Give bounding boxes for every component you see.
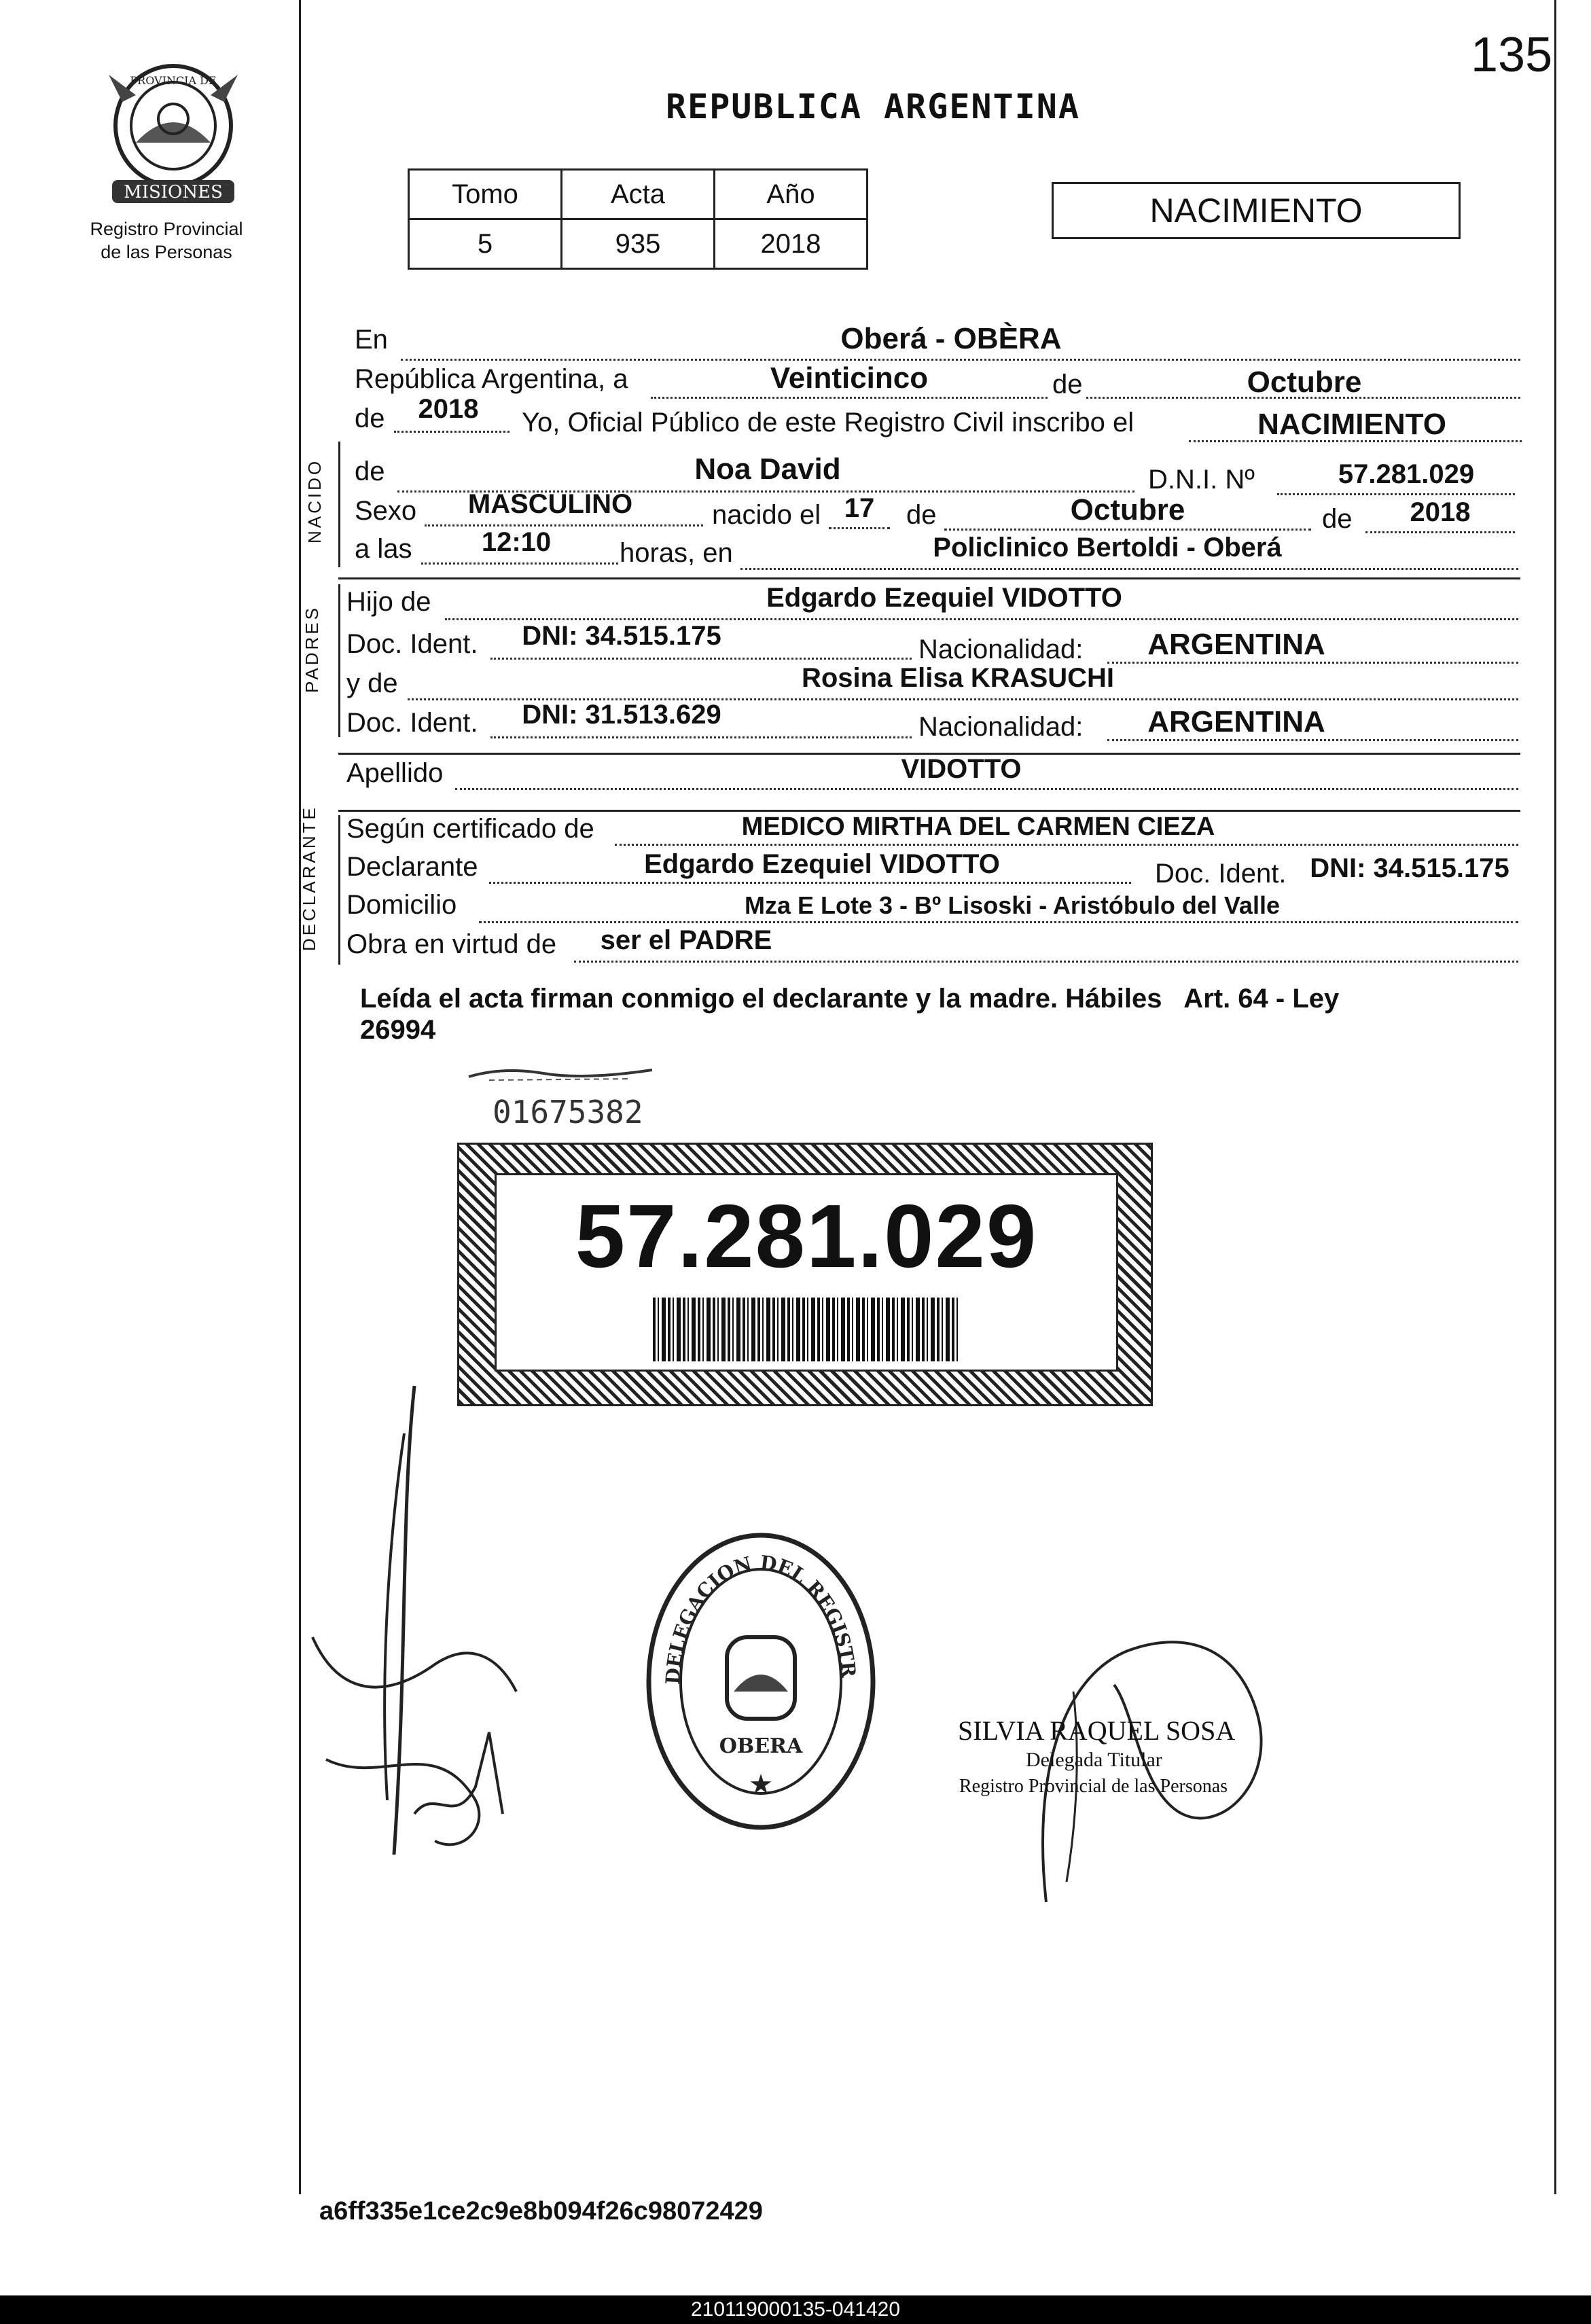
dots-dni xyxy=(1277,493,1515,495)
dots-birth-year xyxy=(1365,531,1515,533)
de-label-2: de xyxy=(355,404,385,433)
signer-title: Delegada Titular xyxy=(1026,1749,1162,1771)
svg-text:★: ★ xyxy=(749,1770,773,1800)
dots-declarante xyxy=(489,882,1131,884)
father-doc-label: Doc. Ident. xyxy=(346,629,478,659)
nacido-side-label: NACIDO xyxy=(304,458,325,543)
registry-seal xyxy=(639,1522,883,1834)
dots-father xyxy=(445,618,1518,620)
registry-name-2: de las Personas xyxy=(101,242,232,262)
dots-en xyxy=(401,359,1520,361)
dni-sticker xyxy=(457,1143,1153,1406)
nacido-el-label: nacido el xyxy=(712,500,821,530)
en-label: En xyxy=(355,325,388,355)
year: 2018 xyxy=(418,394,479,424)
certificado-label: Según certificado de xyxy=(346,814,594,844)
declarante-name: Edgardo Ezequiel VIDOTTO xyxy=(644,849,1000,879)
dots-month xyxy=(944,529,1311,531)
dots-mother-nat xyxy=(1107,739,1518,741)
en-value: Oberá - OBÈRA xyxy=(840,322,1062,355)
apellido-value: VIDOTTO xyxy=(901,754,1022,784)
mother-nat-label: Nacionalidad: xyxy=(918,712,1084,742)
seal-ring-text: DELEGACION DEL REGISTR xyxy=(661,1551,860,1685)
country-title: REPUBLICA ARGENTINA xyxy=(666,87,1080,126)
dots-sexo xyxy=(425,524,703,526)
obra-value: ser el PADRE xyxy=(600,925,772,955)
dots-place xyxy=(740,568,1518,570)
record-value-anio: 2018 xyxy=(715,219,868,269)
birth-hour: 12:10 xyxy=(481,527,552,557)
mother-doc: DNI: 31.513.629 xyxy=(522,700,721,730)
footer-bar xyxy=(0,2295,1591,2324)
mother-doc-label: Doc. Ident. xyxy=(346,708,478,738)
y-de-label: y de xyxy=(346,668,398,698)
record-header-acta: Acta xyxy=(562,170,715,219)
father-doc: DNI: 34.515.175 xyxy=(522,621,721,651)
small-scribble xyxy=(462,1060,666,1087)
dots-day xyxy=(829,527,890,529)
declarante-bar xyxy=(338,815,340,965)
domicilio-label: Domicilio xyxy=(346,890,457,920)
dots-apellido xyxy=(455,788,1518,790)
declarante-side-label: DECLARANTE xyxy=(299,805,319,951)
declarante-doc: DNI: 34.515.175 xyxy=(1310,853,1509,883)
record-table xyxy=(408,168,868,270)
dots-hour xyxy=(421,562,618,565)
apellido-divider xyxy=(338,810,1520,812)
closing-line-1: Leída el acta firman conmigo el declarante y la madre. Hábiles Art. 64 - Ley xyxy=(360,984,1340,1014)
obra-label: Obra en virtud de xyxy=(346,929,557,959)
right-margin-line xyxy=(1554,0,1556,2194)
act-type-box xyxy=(1052,182,1461,239)
de-label-4: de xyxy=(1322,504,1353,534)
dni-sticker-inner xyxy=(495,1173,1118,1372)
a-las-label: a las xyxy=(355,534,412,564)
logo-text-misiones: MISIONES xyxy=(124,182,223,202)
record-value-tomo: 5 xyxy=(409,219,562,269)
dots-domicilio xyxy=(479,921,1518,923)
dots-year xyxy=(394,431,510,433)
domicilio-value: Mza E Lote 3 - Bº Lisoski - Aristóbulo del Valle xyxy=(745,891,1280,919)
closing-line-2: 26994 xyxy=(360,1015,436,1045)
signer-name: SILVIA RAQUEL SOSA xyxy=(958,1715,1236,1746)
dots-obra xyxy=(574,961,1518,963)
birth-year: 2018 xyxy=(1410,497,1471,527)
nacido-divider xyxy=(338,577,1520,579)
horas-en-label: horas, en xyxy=(620,538,733,568)
province-logo xyxy=(95,61,251,211)
dni-label: D.N.I. Nº xyxy=(1148,465,1255,495)
child-name: Noa David xyxy=(694,452,841,486)
sexo-value: MASCULINO xyxy=(467,489,633,519)
oficial-text: Yo, Oficial Público de este Registro Civil inscribo el xyxy=(522,408,1134,437)
record-value-acta: 935 xyxy=(562,219,715,269)
de-label-1: de xyxy=(1050,370,1086,400)
sexo-label: Sexo xyxy=(355,496,417,526)
barcode xyxy=(653,1298,959,1361)
record-header-tomo: Tomo xyxy=(409,170,562,219)
father-nat: ARGENTINA xyxy=(1147,628,1325,661)
nacido-bar xyxy=(338,442,340,567)
child-dni: 57.281.029 xyxy=(1338,459,1475,489)
certificado-value: MEDICO MIRTHA DEL CARMEN CIEZA xyxy=(741,812,1215,841)
mother-name: Rosina Elisa KRASUCHI xyxy=(801,663,1115,693)
dots-father-doc xyxy=(490,658,912,660)
left-signature xyxy=(299,1379,543,1882)
dots-mother-doc xyxy=(490,736,912,738)
dots-father-nat xyxy=(1107,662,1518,664)
declarante-doc-label: Doc. Ident. xyxy=(1155,859,1287,889)
birth-month: Octubre xyxy=(1070,493,1185,526)
inscribo-value: NACIMIENTO xyxy=(1257,408,1446,441)
record-header-anio: Año xyxy=(715,170,868,219)
document-hash: a6ff335e1ce2c9e8b094f26c98072429 xyxy=(319,2197,763,2225)
dni-number: 57.281.029 xyxy=(575,1186,1038,1286)
birth-place: Policlinico Bertoldi - Oberá xyxy=(933,533,1282,562)
nacido-de-label: de xyxy=(355,457,385,486)
page-number: 135 xyxy=(1471,28,1553,82)
signer-office: Registro Provincial de las Personas xyxy=(959,1776,1228,1797)
mother-nat: ARGENTINA xyxy=(1147,705,1325,738)
footer-code: 210119000135-041420 xyxy=(690,2298,901,2321)
act-type: NACIMIENTO xyxy=(1149,192,1363,230)
hijo-de-label: Hijo de xyxy=(346,587,431,617)
de-label-3: de xyxy=(906,500,937,530)
serial-number: 01675382 xyxy=(493,1094,643,1130)
father-name: Edgardo Ezequiel VIDOTTO xyxy=(766,583,1122,613)
logo-text-provincia: PROVINCIA DE xyxy=(130,74,217,87)
padres-side-label: PADRES xyxy=(302,605,322,693)
father-nat-label: Nacionalidad: xyxy=(918,634,1084,664)
declarante-label: Declarante xyxy=(346,852,478,882)
apellido-label: Apellido xyxy=(346,758,444,788)
registry-name-1: Registro Provincial xyxy=(90,219,243,239)
month-word: Octubre xyxy=(1247,365,1362,399)
dots-certificado xyxy=(615,844,1518,846)
republica-label: República Argentina, a xyxy=(355,364,628,394)
birth-day: 17 xyxy=(844,493,875,523)
day-word: Veinticinco xyxy=(770,361,929,395)
padres-bar xyxy=(338,584,340,737)
seal-city: OBERA xyxy=(719,1734,803,1758)
